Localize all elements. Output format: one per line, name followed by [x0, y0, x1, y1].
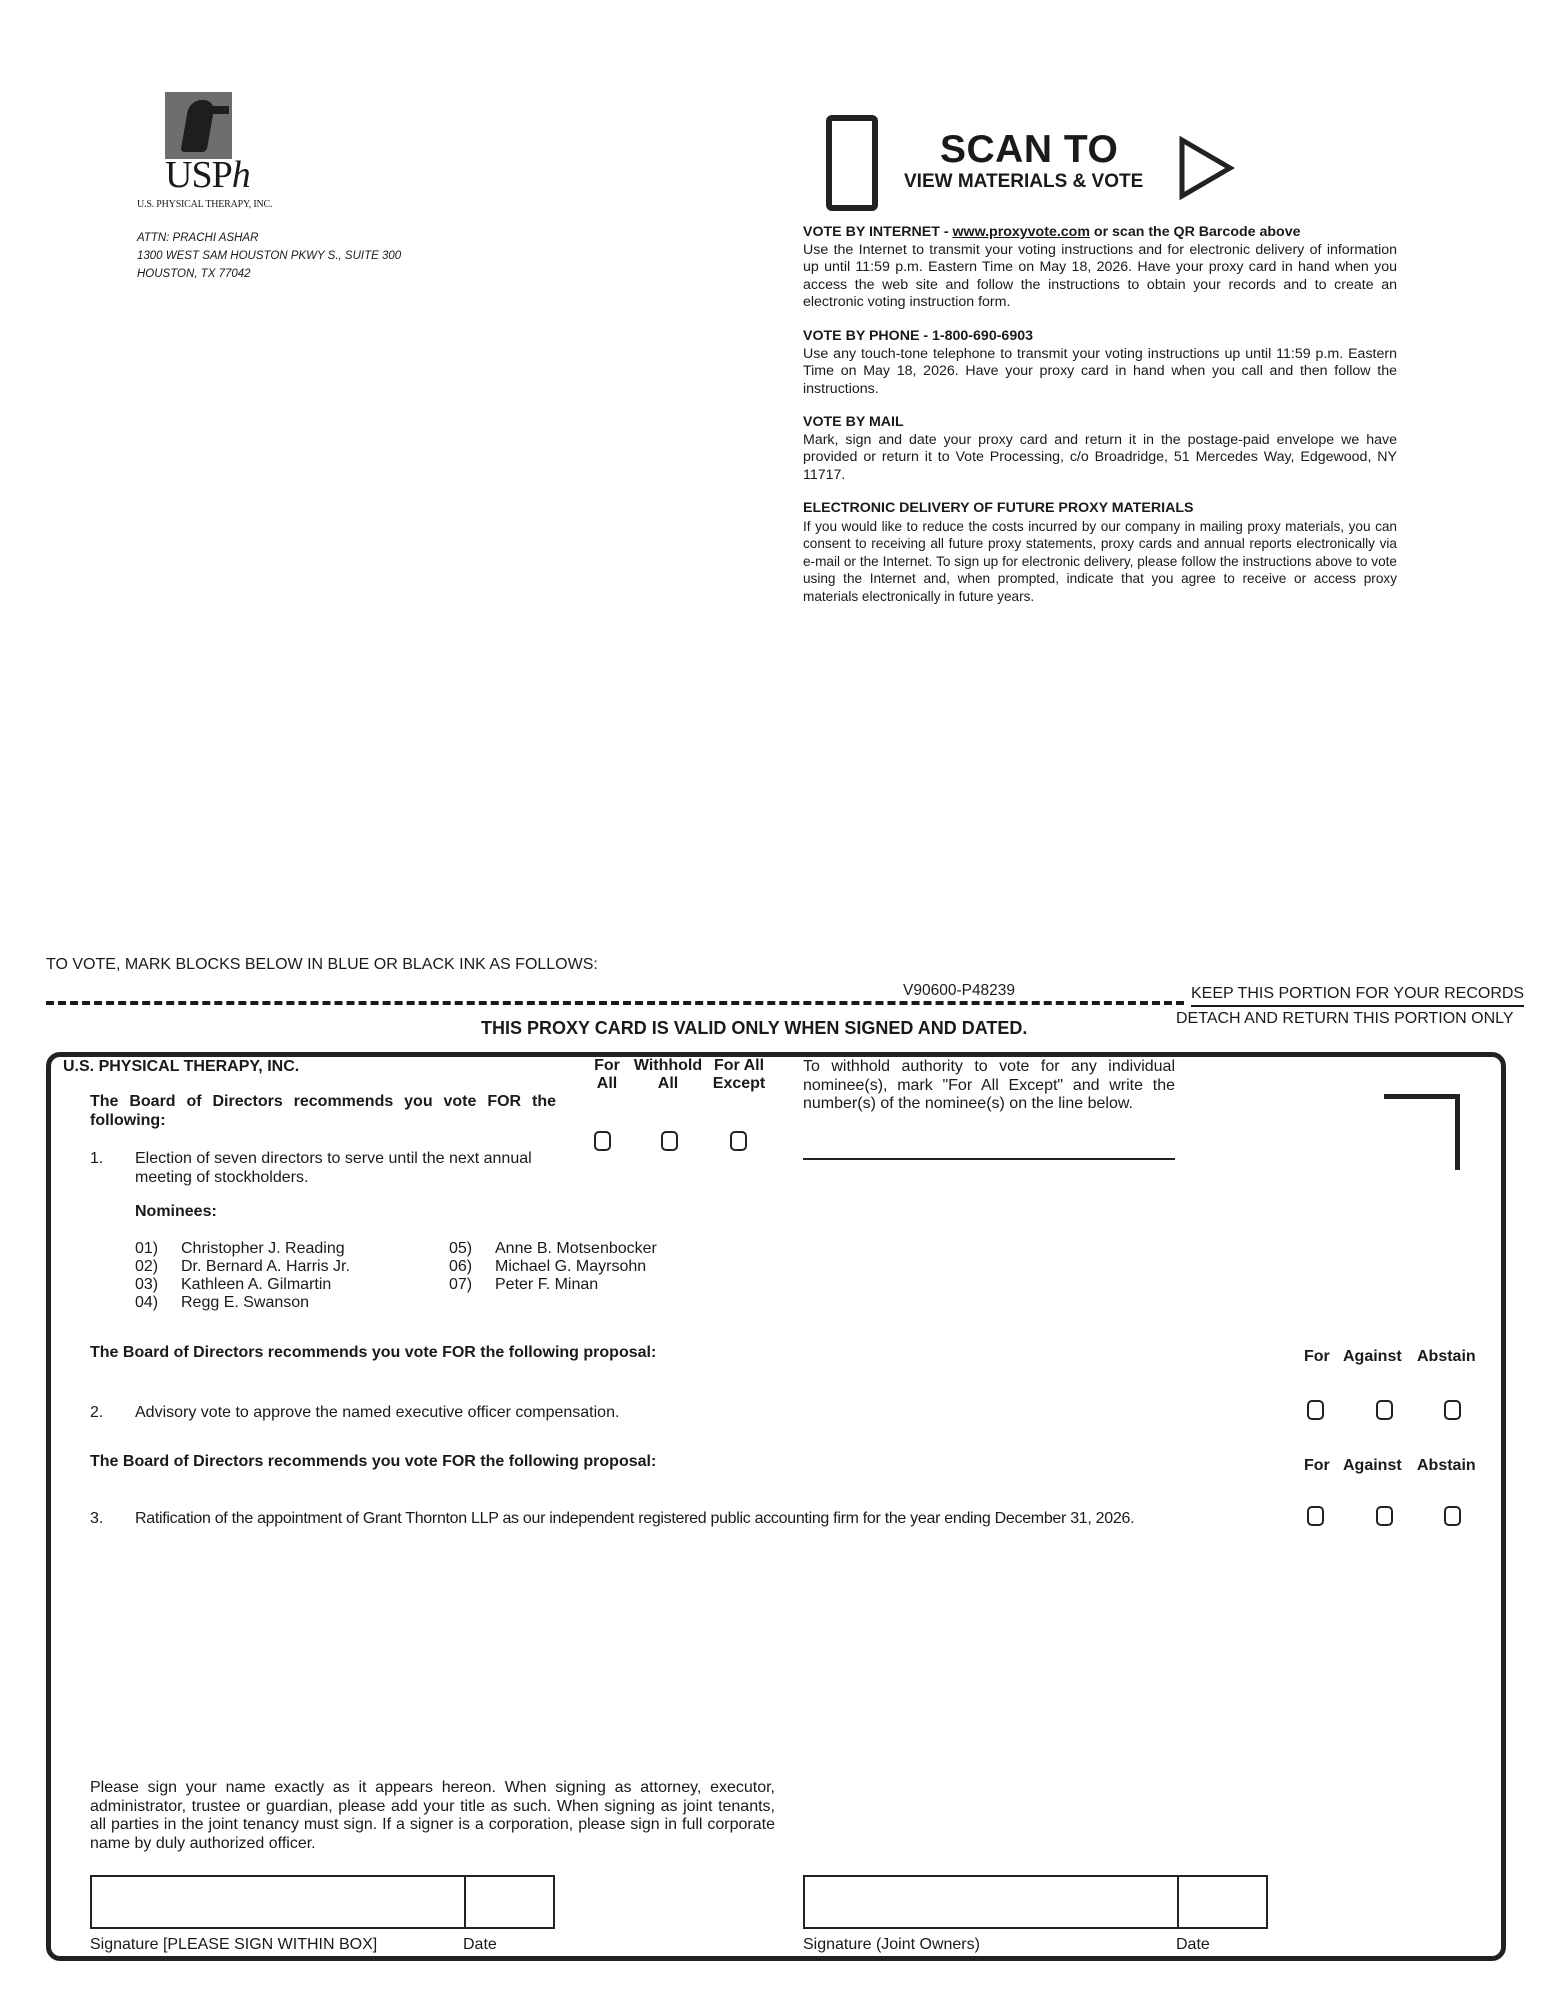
vote-by-internet-heading: VOTE BY INTERNET - www.proxyvote.com or scan the QR Barcode above — [803, 224, 1301, 240]
board-recommendation-2: The Board of Directors recommends you vote FOR the following proposal: — [90, 1344, 657, 1361]
item-1-number: 1. — [90, 1150, 104, 1167]
item-2-for-checkbox[interactable] — [1307, 1400, 1324, 1420]
company-logo-text: USPh — [165, 154, 250, 196]
card-company-name: U.S. PHYSICAL THERAPY, INC. — [63, 1058, 300, 1075]
nominee-01-name: Christopher J. Reading — [181, 1240, 345, 1257]
signature-label: Signature [PLEASE SIGN WITHIN BOX] — [90, 1936, 378, 1953]
phone-icon — [826, 115, 878, 211]
item-3-for-checkbox[interactable] — [1307, 1506, 1324, 1526]
withhold-instructions: To withhold authority to vote for any individual nominee(s), mark "For All Except" and write the number(s) of the nominee(s) on the line below. — [803, 1058, 1175, 1112]
signing-instructions: Please sign your name exactly as it appears hereon. When signing as attorney, executor, administrator, trustee or guardian, please add your title as such. When signing as joint tenants, all parties in the joint tenancy must sign. If a signer is a corporation, please sign in full corporate name by duly authorized officer. — [90, 1779, 775, 1852]
joint-signature-box[interactable] — [803, 1875, 1268, 1929]
nominee-07-number: 07) — [449, 1276, 473, 1293]
item-2-abstain-checkbox[interactable] — [1444, 1400, 1461, 1420]
proxy-validity-notice: THIS PROXY CARD IS VALID ONLY WHEN SIGNED AND DATED. — [481, 1018, 1028, 1038]
vote-by-phone-section — [803, 328, 1397, 398]
nominee-03-number: 03) — [135, 1276, 159, 1293]
item-2-against-checkbox[interactable] — [1376, 1400, 1393, 1420]
joint-signature-label: Signature (Joint Owners) — [803, 1936, 980, 1953]
nominee-03-name: Kathleen A. Gilmartin — [181, 1276, 332, 1293]
address-line-3: HOUSTON, TX 77042 — [137, 268, 251, 280]
company-logo-mark — [165, 92, 232, 159]
item-2-number: 2. — [90, 1404, 104, 1421]
withhold-nominee-write-line[interactable] — [803, 1158, 1175, 1160]
nominee-02-name: Dr. Bernard A. Harris Jr. — [181, 1258, 350, 1275]
scan-title: SCAN TO — [940, 128, 1119, 171]
keep-portion-label: KEEP THIS PORTION FOR YOUR RECORDS — [1191, 985, 1524, 1007]
nominee-06-number: 06) — [449, 1258, 473, 1275]
vote-by-internet-body: Use the Internet to transmit your voting instructions and for electronic delivery of information up until 11:59 p.m. Eastern Time on May 18, 2026. Have your proxy card in hand when you access the web site and follow the instructions to obtain your records and to create an electronic voting instruction form. — [803, 241, 1397, 310]
item-3-col-abstain: Abstain — [1417, 1457, 1476, 1474]
detach-dashed-line — [46, 1001, 1184, 1005]
joint-date-label: Date — [1176, 1936, 1210, 1953]
vote-by-phone-heading: VOTE BY PHONE - 1-800-690-6903 — [803, 328, 1033, 344]
to-vote-instructions: TO VOTE, MARK BLOCKS BELOW IN BLUE OR BLACK INK AS FOLLOWS: — [46, 956, 598, 973]
item-3-text: Ratification of the appointment of Grant Thornton LLP as our independent registered public accounting firm for the year ending December 31, 2026. — [135, 1510, 1135, 1527]
nominee-07-name: Peter F. Minan — [495, 1276, 599, 1293]
item-3-col-for: For — [1304, 1457, 1330, 1474]
proxyvote-link[interactable]: www.proxyvote.com — [952, 224, 1090, 240]
vote-by-phone-body: Use any touch-tone telephone to transmit your voting instructions up until 11:59 p.m. Eastern Time on May 18, 2026. Have your proxy card in hand when you call and then follow the instructions. — [803, 345, 1397, 397]
col-header-for-all-except: For All Except — [712, 1057, 766, 1092]
nominees-label: Nominees: — [135, 1203, 217, 1220]
vote-by-mail-heading: VOTE BY MAIL — [803, 414, 904, 430]
item-3-col-against: Against — [1343, 1457, 1402, 1474]
date-label: Date — [463, 1936, 497, 1953]
board-recommendation-1: The Board of Directors recommends you vote FOR the following: — [90, 1093, 556, 1129]
item-1-for-all-checkbox[interactable] — [594, 1131, 611, 1151]
signature-date-divider — [464, 1877, 466, 1927]
address-line-2: 1300 WEST SAM HOUSTON PKWY S., SUITE 300 — [137, 250, 402, 262]
signature-box[interactable] — [90, 1875, 555, 1929]
control-number: V90600-P48239 — [903, 982, 1016, 999]
col-header-withhold-all: Withhold All — [633, 1057, 703, 1092]
nominee-05-number: 05) — [449, 1240, 473, 1257]
item-2-col-abstain: Abstain — [1417, 1348, 1476, 1365]
item-1-withhold-all-checkbox[interactable] — [661, 1131, 678, 1151]
item-3-abstain-checkbox[interactable] — [1444, 1506, 1461, 1526]
nominee-04-number: 04) — [135, 1294, 159, 1311]
detach-portion-label: DETACH AND RETURN THIS PORTION ONLY — [1176, 1010, 1514, 1027]
vote-by-mail-section — [803, 414, 1397, 484]
item-2-text: Advisory vote to approve the named executive officer compensation. — [135, 1404, 620, 1421]
nominee-04-name: Regg E. Swanson — [181, 1294, 310, 1311]
item-2-col-against: Against — [1343, 1348, 1402, 1365]
electronic-delivery-section — [803, 500, 1397, 605]
item-1-for-all-except-checkbox[interactable] — [730, 1131, 747, 1151]
address-line-1: ATTN: PRACHI ASHAR — [137, 232, 259, 244]
electronic-delivery-heading: ELECTRONIC DELIVERY OF FUTURE PROXY MATERIALS — [803, 500, 1194, 516]
nominee-01-number: 01) — [135, 1240, 159, 1257]
scan-subtitle: VIEW MATERIALS & VOTE — [904, 171, 1144, 192]
nominee-05-name: Anne B. Motsenbocker — [495, 1240, 657, 1257]
corner-mark — [1384, 1094, 1460, 1170]
item-3-number: 3. — [90, 1510, 104, 1527]
item-1-text: Election of seven directors to serve until the next annual meeting of stockholders. — [135, 1150, 532, 1186]
vote-by-mail-body: Mark, sign and date your proxy card and return it in the postage-paid envelope we have provided or return it to Vote Processing, c/o Broadridge, 51 Mercedes Way, Edgewood, NY 11717. — [803, 431, 1397, 483]
item-3-against-checkbox[interactable] — [1376, 1506, 1393, 1526]
company-logo-subtitle: U.S. PHYSICAL THERAPY, INC. — [137, 199, 273, 210]
item-2-col-for: For — [1304, 1348, 1330, 1365]
joint-signature-date-divider — [1177, 1877, 1179, 1927]
board-recommendation-3: The Board of Directors recommends you vote FOR the following proposal: — [90, 1453, 657, 1470]
electronic-delivery-body: If you would like to reduce the costs incurred by our company in mailing proxy materials, you can consent to receiving all future proxy statements, proxy cards and annual reports electronically via e-mail or the Internet. To sign up for electronic delivery, please follow the instructions above to vote using the Internet and, when prompted, indicate that you agree to receive or access proxy materials electronically in future years. — [803, 518, 1397, 604]
play-arrow-icon — [1178, 136, 1236, 200]
col-header-for-all: For All — [594, 1057, 620, 1092]
vote-by-internet-section — [803, 224, 1397, 312]
nominee-02-number: 02) — [135, 1258, 159, 1275]
nominee-06-name: Michael G. Mayrsohn — [495, 1258, 647, 1275]
